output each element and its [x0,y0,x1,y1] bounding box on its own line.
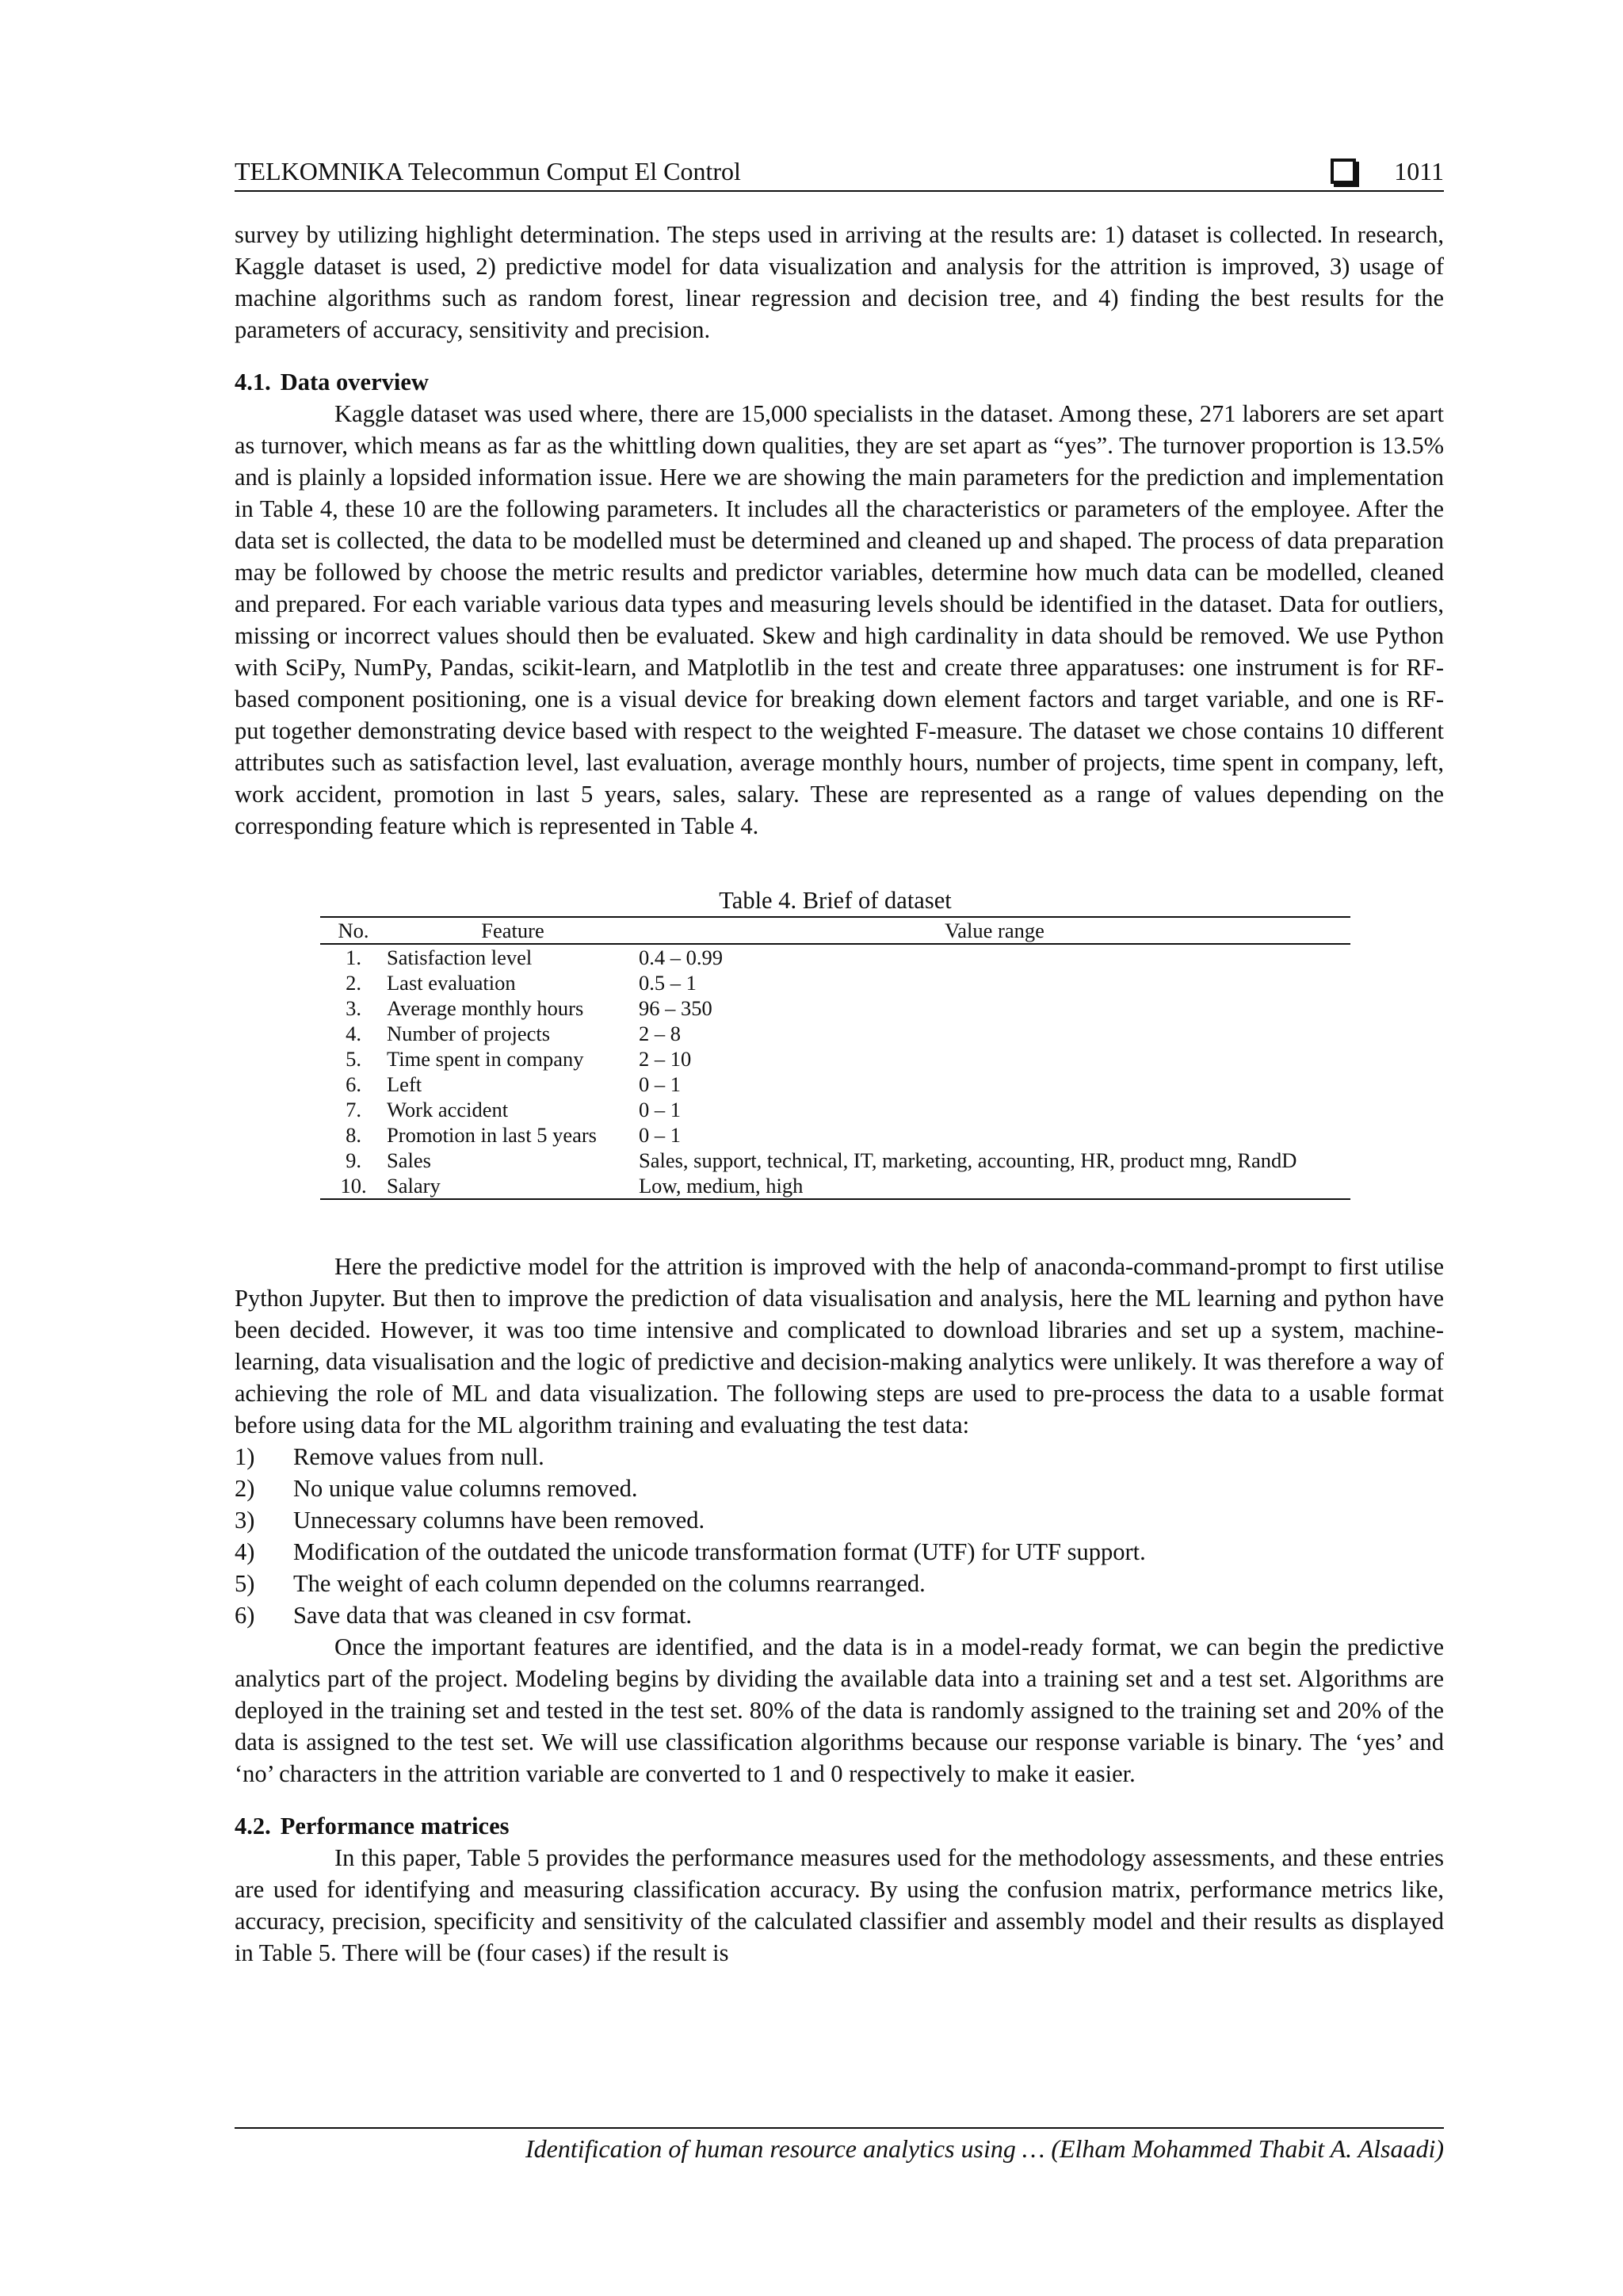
section-title: Performance matrices [280,1813,510,1839]
running-footer: Identification of human resource analytics using … (Elham Mohammed Thabit A. Alsaadi) [525,2134,1444,2163]
step-number: 3) [235,1507,255,1534]
cell-feature: Left [387,1072,422,1096]
section-title: Data overview [280,369,429,395]
header-no: No. [320,917,387,944]
data-overview-paragraph: Kaggle dataset was used where, there are 15,000 specialists in the dataset. Among these, 271 laborers are set apart as turnover, which means as far as the whittling down qualities, they are set apart as “yes”. The turnover proportion is 13.5% and is plainly a lopsided information issue. Here we are showing the main parameters for the prediction and implementation in Table 4, these 10 are the following parameters. It includes all the characteristics or parameters of the employee. After the data set is collected, the data to be modelled must be determined and cleaned up and shaped. The process of data preparation may be followed by choose the metric results and predictor variables, determine how much data can be modelled, cleaned and prepared. For each variable various data types and measuring levels should be identified in the dataset. Data for outliers, missing or incorrect values should then be evaluated. Skew and high cardinality in data should be removed. We use Python with SciPy, NumPy, Pandas, scikit-learn, and Matplotlib in the test and create three apparatuses: one instrument is for RF-based component positioning, one is a visual device for breaking down element factors and target variable, and one is RF-put together demonstrating device based with respect to the weighted F-measure. The dataset we chose contains 10 different attributes such as satisfaction level, last evaluation, average monthly hours, number of projects, time spent in company, left, work accident, promotion in last 5 years, sales, salary. These are represented as a range of values depending on the corresponding feature which is represented in Table 4. [235,400,1444,839]
cell-no: 10. [320,1173,387,1199]
cell-no: 2. [346,971,361,995]
cell-no: 9. [346,1148,361,1172]
header-feature: Feature [387,917,639,944]
step-text: Remove values from null. [293,1443,544,1470]
box-bullet-icon [1331,159,1356,184]
cell-feature: Average monthly hours [387,996,584,1020]
cell-value-range: Low, medium, high [639,1173,1350,1199]
list-item [235,1568,1444,1599]
table-row [320,970,1350,995]
table-header-row [320,917,1350,944]
intro-paragraph: survey by utilizing highlight determination. The steps used in arriving at the results are: 1) dataset is collected. In research, Kaggle dataset is used, 2) predictive model for data visualization and analysis for the attrition is improved, 3) usage of machine algorithms such as random forest, linear regression and decision tree, and 4) finding the best results for the parameters of accuracy, sensitivity and precision. [235,221,1444,343]
modeling-paragraph: Once the important features are identified, and the data is in a model-ready format, we can begin the predictive analytics part of the project. Modeling begins by dividing the available data into a training set and a test set. Algorithms are deployed in the training set and tested in the test set. 80% of the data is randomly assigned to the training set and 20% of the data is assigned to the test set. We will use classification algorithms because our response variable is binary. The ‘yes’ and ‘no’ characters in the attrition variable are converted to 1 and 0 respectively to make it easier. [235,1633,1444,1787]
cell-no: 8. [346,1123,361,1147]
cell-value-range: 0.4 – 0.99 [639,946,723,969]
section-heading-4-2 [235,1810,1444,1842]
footer-rule [235,2127,1444,2129]
step-number: 1) [235,1443,255,1470]
step-text: Modification of the outdated the unicode transformation format (UTF) for UTF support. [293,1538,1146,1565]
cell-no: 1. [346,946,361,969]
cell-no: 5. [346,1047,361,1071]
list-item [235,1599,1444,1631]
header-value-range: Value range [639,917,1350,944]
step-text: Save data that was cleaned in csv format. [293,1602,693,1629]
cell-no: 3. [346,996,361,1020]
cell-value-range: 2 – 10 [639,1047,692,1071]
list-item [235,1536,1444,1568]
table-row [320,1148,1350,1173]
cell-value-range: 0.5 – 1 [639,971,697,995]
list-item [235,1441,1444,1473]
step-number: 2) [235,1475,255,1502]
table-row [320,1173,1350,1199]
table-4 [320,916,1350,1200]
cell-feature: Number of projects [387,1022,551,1045]
table-row [320,1122,1350,1148]
cell-no: 7. [346,1098,361,1121]
cell-no: 4. [346,1022,361,1045]
performance-paragraph: In this paper, Table 5 provides the performance measures used for the methodology assessments, and these entries are used for identifying and measuring classification accuracy. By using the confusion matrix, performance metrics like, accuracy, precision, specificity and sensitivity of the calculated classifier and assembly model and their results as displayed in Table 5. There will be (four cases) if the result is [235,1844,1444,1966]
step-number: 5) [235,1570,255,1597]
table-row [320,1072,1350,1097]
journal-name: TELKOMNIKA Telecommun Comput El Control [235,157,741,185]
cell-feature: Satisfaction level [387,946,533,969]
preprocessing-paragraph: Here the predictive model for the attrition is improved with the help of anaconda-command-prompt to first utilise Python Jupyter. But then to improve the prediction of data visualisation and analysis, here the ML learning and python have been decided. However, it was too time intensive and complicated to download libraries and set up a system, machine-learning, data visualisation and the logic of predictive and decision-making analytics were unlikely. It was therefore a way of achieving the role of ML and data visualization. The following steps are used to pre-process the data to a usable format before using data for the ML algorithm training and evaluating the test data: [235,1253,1444,1438]
body-column [235,219,1444,1969]
table-row [320,1021,1350,1046]
cell-feature: Promotion in last 5 years [387,1123,597,1147]
step-number: 6) [235,1602,255,1629]
list-item [235,1473,1444,1504]
section-number: 4.2. [235,1813,271,1839]
cell-feature: Salary [387,1173,639,1199]
table-row [320,995,1350,1021]
table-4-caption: Table 4. Brief of dataset [719,887,952,914]
cell-feature: Sales [387,1148,431,1172]
preprocessing-steps-list [235,1441,1444,1631]
cell-no: 6. [346,1072,361,1096]
step-number: 4) [235,1538,255,1565]
cell-value-range: 0 – 1 [639,1123,681,1147]
cell-value-range: Sales, support, technical, IT, marketing, accounting, HR, product mng, RandD [639,1148,1297,1172]
page-number-group [1331,155,1444,187]
step-text: Unnecessary columns have been removed. [293,1507,705,1534]
table-row [320,1097,1350,1122]
section-heading-4-1 [235,366,1444,398]
table-row [320,944,1350,970]
cell-value-range: 0 – 1 [639,1072,681,1096]
cell-feature: Last evaluation [387,971,516,995]
step-text: The weight of each column depended on the columns rearranged. [293,1570,926,1597]
section-number: 4.1. [235,369,271,395]
cell-value-range: 96 – 350 [639,996,712,1020]
table-row [320,1046,1350,1072]
step-text: No unique value columns removed. [293,1475,638,1502]
page-number: 1011 [1394,157,1444,185]
header-rule [235,190,1444,192]
cell-value-range: 2 – 8 [639,1022,681,1045]
cell-feature: Time spent in company [387,1047,584,1071]
cell-feature: Work accident [387,1098,509,1121]
list-item [235,1504,1444,1536]
running-head [235,155,1444,187]
cell-value-range: 0 – 1 [639,1098,681,1121]
